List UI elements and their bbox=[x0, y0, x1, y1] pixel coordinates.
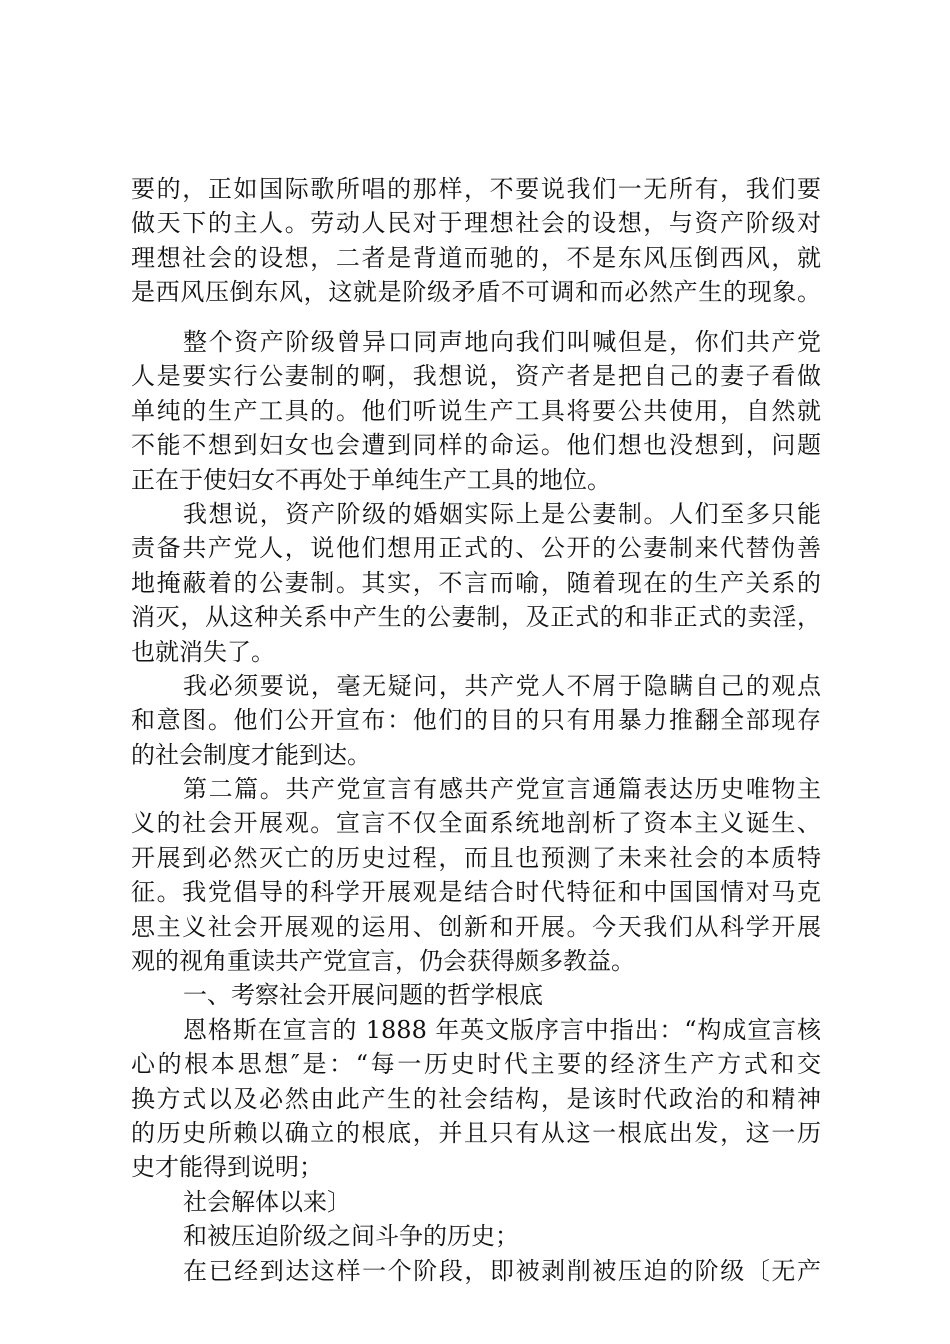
text-line: 也就消失了。 bbox=[131, 637, 275, 666]
text-line: 消灭，从这种关系中产生的公妻制，及正式的和非正式的卖淫， bbox=[131, 603, 821, 632]
paragraph-block-1 bbox=[131, 172, 821, 310]
text-line: 的历史所赖以确立的根底，并且只有从这一根底出发，这一历 bbox=[131, 1118, 821, 1147]
text-line: 和意图。他们公开宣布：他们的目的只有用暴力推翻全部现存 bbox=[131, 706, 821, 735]
text-line: 人是要实行公妻制的啊，我想说，资产者是把自己的妻子看做 bbox=[131, 362, 821, 391]
text-line: 责备共产党人，说他们想用正式的、公开的公妻制来代替伪善 bbox=[131, 534, 821, 563]
text-line: 社会解体以来〕 bbox=[183, 1187, 351, 1216]
text-line: 我必须要说，毫无疑问，共产党人不屑于隐瞒自己的观点 bbox=[183, 671, 821, 700]
text-line: 义的社会开展观。宣言不仅全面系统地剖析了资本主义诞生、 bbox=[131, 809, 821, 838]
text-line: 恩格斯在宣言的 1888 年英文版序言中指出：“构成宣言核 bbox=[183, 1015, 821, 1044]
text-line: 整个资产阶级曾异口同声地向我们叫喊但是，你们共产党 bbox=[183, 328, 821, 356]
section-heading: 一、考察社会开展问题的哲学根底 bbox=[183, 981, 543, 1010]
text-line: 做天下的主人。劳动人民对于理想社会的设想，与资产阶级对 bbox=[131, 209, 821, 238]
text-line: 心的根本思想″是：“每一历史时代主要的经济生产方式和交 bbox=[131, 1050, 821, 1079]
text-line: 正在于使妇女不再处于单纯生产工具的地位。 bbox=[131, 465, 611, 494]
text-line: 史才能得到说明； bbox=[131, 1153, 323, 1182]
text-line: 第二篇。共产党宣言有感共产党宣言通篇表达历史唯物主 bbox=[183, 775, 821, 804]
text-line: 在已经到达这样一个阶段，即被剥削被压迫的阶级〔无产 bbox=[183, 1256, 821, 1285]
text-line: 征。我党倡导的科学开展观是结合时代特征和中国国情对马克 bbox=[131, 878, 821, 907]
text-line: 的社会制度才能到达。 bbox=[131, 740, 371, 769]
text-line: 理想社会的设想，二者是背道而驰的，不是东风压倒西风，就 bbox=[131, 243, 821, 272]
text-line: 观的视角重读共产党宣言，仍会获得颇多教益。 bbox=[131, 947, 635, 976]
text-line: 思主义社会开展观的运用、创新和开展。今天我们从科学开展 bbox=[131, 912, 821, 941]
text-line: 地掩蔽着的公妻制。其实，不言而喻，随着现在的生产关系的 bbox=[131, 568, 821, 597]
text-line: 开展到必然灭亡的历史过程，而且也预测了未来社会的本质特 bbox=[131, 843, 821, 872]
text-line: 要的，正如国际歌所唱的那样，不要说我们一无所有，我们要 bbox=[131, 175, 821, 203]
text-line: 不能不想到妇女也会遭到同样的命运。他们想也没想到，问题 bbox=[131, 431, 821, 460]
text-line: 和被压迫阶级之间斗争的历史； bbox=[183, 1222, 519, 1251]
text-line: 是西风压倒东风，这就是阶级矛盾不可调和而必然产生的现象。 bbox=[131, 278, 821, 307]
paragraph-block-2 bbox=[131, 325, 821, 1288]
text-line: 单纯的生产工具的。他们听说生产工具将要公共使用，自然就 bbox=[131, 396, 821, 425]
text-line: 我想说，资产阶级的婚姻实际上是公妻制。人们至多只能 bbox=[183, 499, 821, 528]
text-line: 换方式以及必然由此产生的社会结构，是该时代政治的和精神 bbox=[131, 1084, 821, 1113]
